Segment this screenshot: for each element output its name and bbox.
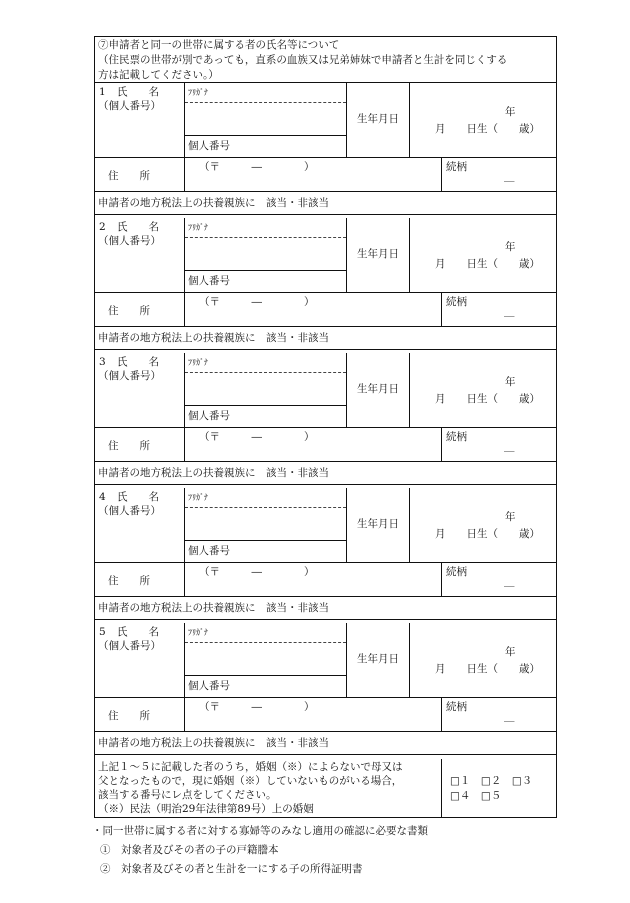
person-number: 1 [99, 86, 106, 98]
household-members-form [94, 36, 557, 818]
individual-number-label: 個人番号 [188, 680, 230, 692]
dependent-status[interactable]: 申請者の地方税法上の扶養親族に 該当・非該当 [98, 332, 329, 344]
individual-number-label: 個人番号 [188, 140, 230, 152]
year-label: 年 [505, 646, 516, 658]
relationship-label: 続柄 [446, 296, 467, 308]
divider [185, 270, 346, 271]
address-label: 住 所 [108, 575, 150, 587]
checkbox-row-1[interactable]: □１ □２ □３ [450, 775, 533, 787]
divider [441, 292, 442, 326]
divider [441, 427, 442, 461]
individual-number-label: 個人番号 [188, 545, 230, 557]
address-label: 住 所 [108, 710, 150, 722]
relationship-label: 続柄 [446, 431, 467, 443]
section-instruction-line1: （住民票の世帯が別であっても，直系の血族又は兄弟姉妹で申請者と生計を同じくする [98, 54, 508, 66]
divider [184, 353, 185, 461]
divider [95, 754, 556, 755]
single-parent-check-section [95, 759, 556, 817]
name-label: 氏 名 [117, 356, 159, 368]
name-label: 氏 名 [117, 86, 159, 98]
month-day-age-label: 月 日生（ 歳） [435, 258, 540, 270]
divider [346, 218, 347, 292]
year-label: 年 [505, 511, 516, 523]
divider [95, 292, 556, 293]
divider [95, 461, 556, 462]
person-number: 3 [99, 356, 106, 368]
person-block [95, 218, 556, 350]
divider [441, 157, 442, 191]
required-documents-notes [92, 822, 428, 879]
mynumber-label: （個人番号） [98, 505, 161, 517]
civil-code-note: （※）民法（明治29年法律第89号）上の婚姻 [98, 803, 314, 815]
notes-item-2: ② 対象者及びその者と生計を一にする子の所得証明書 [100, 863, 363, 875]
divider [95, 619, 556, 620]
divider [95, 484, 556, 485]
postal-code-field[interactable]: （〒 ― ） [199, 701, 315, 713]
furigana-label: ﾌﾘｶﾞﾅ [188, 88, 208, 97]
divider [184, 83, 185, 191]
birthdate-label: 生年月日 [357, 248, 399, 260]
relationship-dash: ＿ [504, 171, 515, 183]
postal-code-field[interactable]: （〒 ― ） [199, 566, 315, 578]
year-label: 年 [505, 241, 516, 253]
postal-code-field[interactable]: （〒 ― ） [199, 161, 315, 173]
dependent-status[interactable]: 申請者の地方税法上の扶養親族に 該当・非該当 [98, 467, 329, 479]
relationship-dash: ＿ [504, 306, 515, 318]
furigana-label: ﾌﾘｶﾞﾅ [188, 493, 208, 502]
divider [346, 353, 347, 427]
dependent-status[interactable]: 申請者の地方税法上の扶養親族に 該当・非該当 [98, 737, 329, 749]
person-number: 5 [99, 626, 106, 638]
divider [95, 157, 556, 158]
month-day-age-label: 月 日生（ 歳） [435, 123, 540, 135]
section-header [95, 37, 556, 83]
dashed-divider [185, 102, 346, 103]
divider [185, 405, 346, 406]
person-block [95, 623, 556, 755]
furigana-label: ﾌﾘｶﾞﾅ [188, 628, 208, 637]
divider [346, 623, 347, 697]
divider [185, 540, 346, 541]
dashed-divider [185, 642, 346, 643]
relationship-label: 続柄 [446, 701, 467, 713]
address-label: 住 所 [108, 440, 150, 452]
divider [184, 623, 185, 731]
relationship-label: 続柄 [446, 566, 467, 578]
relationship-dash: ＿ [504, 711, 515, 723]
divider [95, 349, 556, 350]
relationship-label: 続柄 [446, 161, 467, 173]
birthdate-label: 生年月日 [357, 518, 399, 530]
divider [95, 427, 556, 428]
checkbox-row-2[interactable]: □４ □５ [450, 790, 502, 802]
relationship-dash: ＿ [504, 441, 515, 453]
divider [184, 488, 185, 596]
notes-title: ・同一世帯に属する者に対する寡婦等のみなし適用の確認に必要な書類 [92, 825, 428, 837]
postal-code-field[interactable]: （〒 ― ） [199, 431, 315, 443]
divider [95, 562, 556, 563]
birthdate-label: 生年月日 [357, 383, 399, 395]
person-block [95, 353, 556, 485]
furigana-label: ﾌﾘｶﾞﾅ [188, 358, 208, 367]
divider [95, 731, 556, 732]
divider [409, 218, 410, 292]
single-parent-instruction-3: 該当する番号にレ点をしてください。 [98, 789, 277, 801]
divider [95, 214, 556, 215]
postal-code-field[interactable]: （〒 ― ） [199, 296, 315, 308]
divider [409, 488, 410, 562]
divider [95, 191, 556, 192]
address-label: 住 所 [108, 305, 150, 317]
person-number: 4 [99, 491, 106, 503]
mynumber-label: （個人番号） [98, 100, 161, 112]
divider [409, 83, 410, 157]
divider [409, 353, 410, 427]
month-day-age-label: 月 日生（ 歳） [435, 528, 540, 540]
person-number: 2 [99, 221, 106, 233]
name-label: 氏 名 [117, 221, 159, 233]
name-label: 氏 名 [117, 626, 159, 638]
dependent-status[interactable]: 申請者の地方税法上の扶養親族に 該当・非該当 [98, 602, 329, 614]
mynumber-label: （個人番号） [98, 370, 161, 382]
birthdate-label: 生年月日 [357, 113, 399, 125]
furigana-label: ﾌﾘｶﾞﾅ [188, 223, 208, 232]
month-day-age-label: 月 日生（ 歳） [435, 663, 540, 675]
divider [409, 623, 410, 697]
individual-number-label: 個人番号 [188, 275, 230, 287]
section-title: ⑦申請者と同一の世帯に属する者の氏名等について [98, 39, 340, 51]
divider [346, 83, 347, 157]
year-label: 年 [505, 376, 516, 388]
divider [441, 759, 442, 817]
divider [184, 218, 185, 326]
dependent-status[interactable]: 申請者の地方税法上の扶養親族に 該当・非該当 [98, 197, 329, 209]
divider [185, 675, 346, 676]
month-day-age-label: 月 日生（ 歳） [435, 393, 540, 405]
person-block [95, 83, 556, 215]
dashed-divider [185, 507, 346, 508]
notes-item-1: ① 対象者及びその者の子の戸籍謄本 [100, 844, 279, 856]
divider [346, 488, 347, 562]
divider [95, 697, 556, 698]
divider [441, 562, 442, 596]
address-label: 住 所 [108, 170, 150, 182]
person-block [95, 488, 556, 620]
birthdate-label: 生年月日 [357, 653, 399, 665]
mynumber-label: （個人番号） [98, 640, 161, 652]
section-instruction-line2: 方は記載してください。） [98, 69, 219, 81]
divider [441, 697, 442, 731]
individual-number-label: 個人番号 [188, 410, 230, 422]
single-parent-instruction-2: 父となったもので，現に婚姻（※）していないものがいる場合， [98, 775, 403, 787]
mynumber-label: （個人番号） [98, 235, 161, 247]
year-label: 年 [505, 106, 516, 118]
relationship-dash: ＿ [504, 576, 515, 588]
divider [95, 596, 556, 597]
divider [95, 326, 556, 327]
dashed-divider [185, 237, 346, 238]
name-label: 氏 名 [117, 491, 159, 503]
divider [185, 135, 346, 136]
dashed-divider [185, 372, 346, 373]
single-parent-instruction-1: 上記１～５に記載した者のうち，婚姻（※）によらないで母又は [98, 761, 403, 773]
